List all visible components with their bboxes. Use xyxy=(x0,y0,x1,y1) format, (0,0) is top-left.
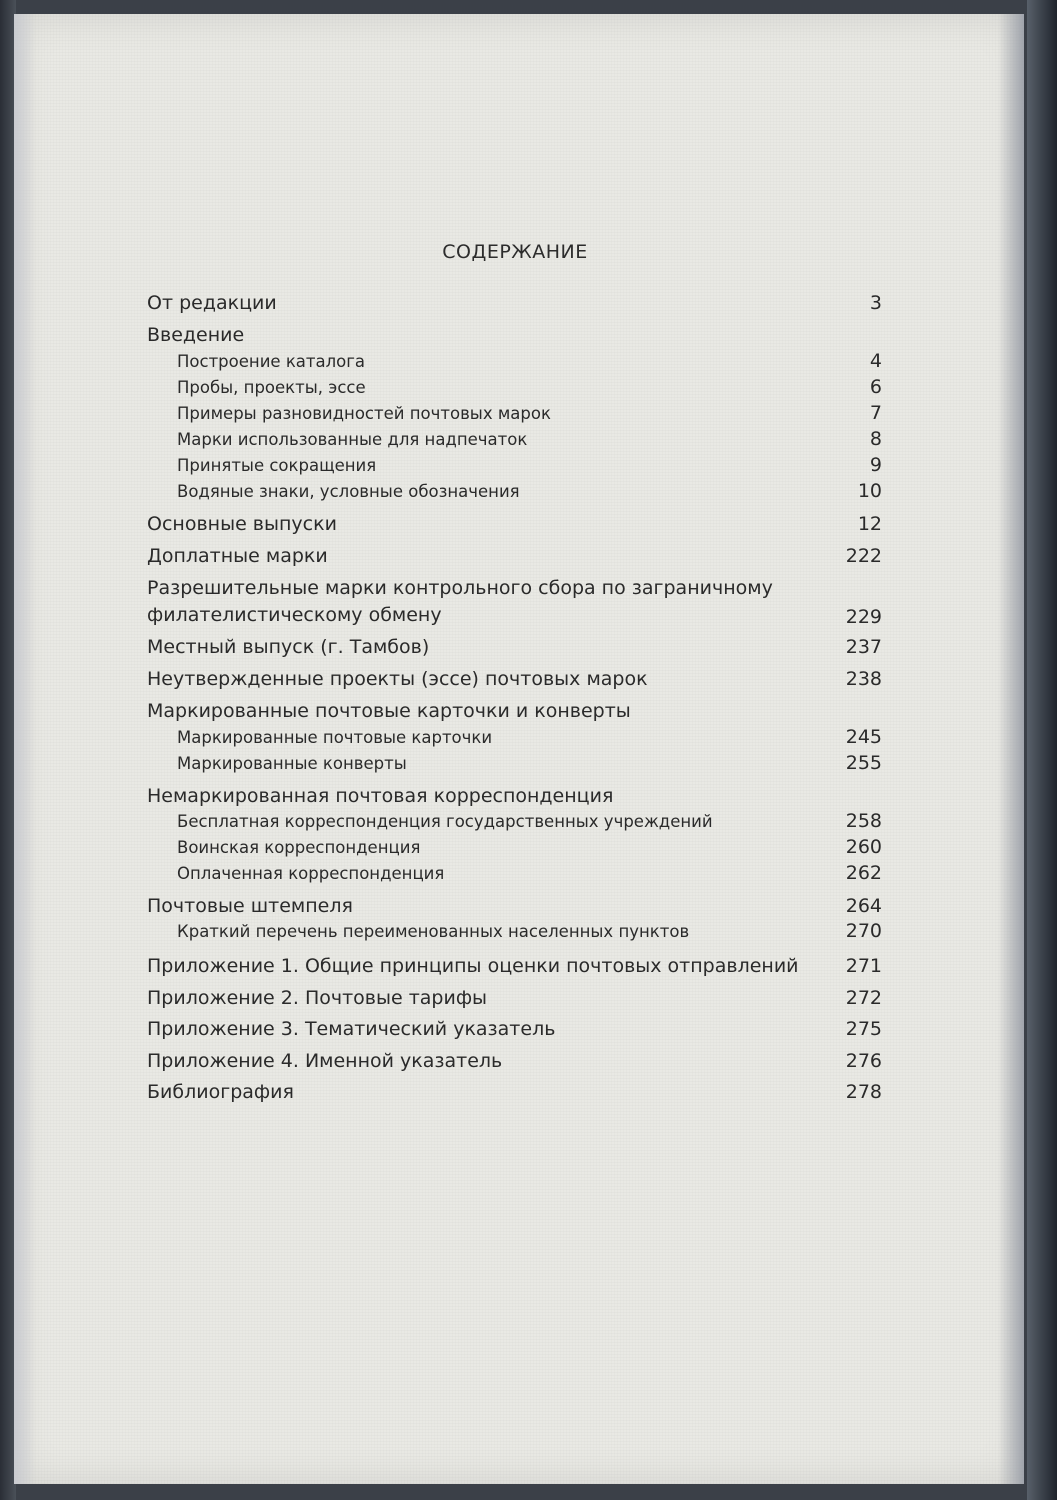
toc-page-number: 8 xyxy=(869,428,882,450)
toc-page-number: 12 xyxy=(857,513,882,535)
toc-page-number: 222 xyxy=(845,545,882,567)
toc-entry-title: Маркированные почтовые карточки xyxy=(177,728,493,747)
toc-page-number: 276 xyxy=(845,1050,882,1072)
toc-entry-title: Приложение 3. Тематический указатель xyxy=(147,1018,556,1040)
toc-page-number: 255 xyxy=(845,752,882,774)
toc-entry-title: Бесплатная корреспонденция государственных учреждений xyxy=(177,812,713,831)
toc-page-number: 264 xyxy=(845,895,882,917)
toc-entry-title: Водяные знаки, условные обозначения xyxy=(177,482,520,501)
toc-page-number: 260 xyxy=(845,836,882,858)
toc-entry-title: Примеры разновидностей почтовых марок xyxy=(177,404,551,423)
toc-entry-title: Принятые сокращения xyxy=(177,456,377,475)
toc-title: СОДЕРЖАНИЕ xyxy=(442,241,588,263)
toc-entry-title: Маркированные почтовые карточки и конверты xyxy=(147,700,631,722)
toc-page-number: 9 xyxy=(869,454,882,476)
toc-entry-title: Оплаченная корреспонденция xyxy=(177,864,445,883)
toc-entry-title: Маркированные конверты xyxy=(177,754,407,773)
toc-entry-title: Марки использованные для надпечаток xyxy=(177,430,528,449)
toc-entry-title: Разрешительные марки контрольного сбора по заграничному xyxy=(147,577,773,599)
toc-page-number: 229 xyxy=(845,606,882,628)
toc-entry-title: Почтовые штемпеля xyxy=(147,895,353,917)
toc-entry-title: Местный выпуск (г. Тамбов) xyxy=(147,636,430,658)
toc-page-number: 272 xyxy=(845,987,882,1009)
toc-page-number: 262 xyxy=(845,862,882,884)
toc-entry-title: Воинская корреспонденция xyxy=(177,838,421,857)
toc-page-number: 4 xyxy=(869,350,882,372)
toc-entry-title: От редакции xyxy=(147,292,277,314)
toc-entry-title: Неутвержденные проекты (эссе) почтовых марок xyxy=(147,668,648,690)
toc-page-number: 245 xyxy=(845,726,882,748)
toc-page-number: 237 xyxy=(845,636,882,658)
toc-entry-title: Приложение 4. Именной указатель xyxy=(147,1050,503,1072)
toc-page-number: 7 xyxy=(869,402,882,424)
toc-entry-title: Приложение 2. Почтовые тарифы xyxy=(147,987,488,1009)
toc-entry-title: Введение xyxy=(147,324,245,346)
toc-page-number: 278 xyxy=(845,1081,882,1103)
toc-page-number: 258 xyxy=(845,810,882,832)
toc-page-number: 270 xyxy=(845,920,882,942)
toc-entry-title-continued: филателистическому обмену xyxy=(147,604,442,626)
toc-entry-title: Основные выпуски xyxy=(147,513,337,535)
toc-page-number: 10 xyxy=(857,480,882,502)
toc-entry-title: Приложение 1. Общие принципы оценки почтовых отправлений xyxy=(147,955,799,977)
toc-entry-title: Пробы, проекты, эссе xyxy=(177,378,366,397)
toc-page-number: 6 xyxy=(869,376,882,398)
toc-entry-title: Библиография xyxy=(147,1081,294,1103)
toc-entry-title: Немаркированная почтовая корреспонденция xyxy=(147,785,614,807)
toc-page-number: 3 xyxy=(869,292,882,314)
toc-page-number: 275 xyxy=(845,1018,882,1040)
toc-page-number: 271 xyxy=(845,955,882,977)
toc-page-number: 238 xyxy=(845,668,882,690)
toc-entry-title: Построение каталога xyxy=(177,352,366,371)
toc-entry-title: Краткий перечень переименованных населенных пунктов xyxy=(177,922,690,941)
toc-entry-title: Доплатные марки xyxy=(147,545,328,567)
